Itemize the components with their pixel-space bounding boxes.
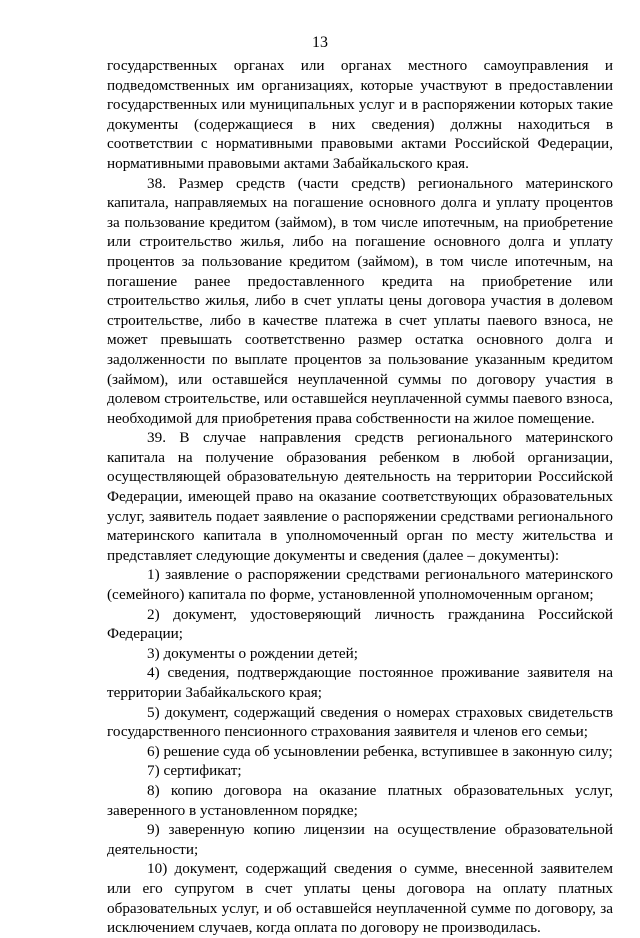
list-item-7: 7) сертификат; bbox=[147, 762, 242, 780]
list-item-9: 9) заверенную копию лицензии на осуществление образовательной деятельности; bbox=[107, 821, 613, 858]
list-item-6: 6) решение суда об усыновлении ребенка, вступившее в законную силу; bbox=[147, 742, 613, 760]
list-item-1: 1) заявление о распоряжении средствами регионального материнского (семейного) капитала по форме, установленной уполномоченным органом; bbox=[107, 566, 613, 604]
list-item-4: 4) сведения, подтверждающие постоянное проживание заявителя на территории Забайкальского края; bbox=[107, 664, 613, 701]
paragraph-continuation: государственных органах или органах местного самоуправления и подведомственных им организациях, которые участвуют в предоставлении государственных или муниципальных услуг и в распоряжении которых такие документы (содержащиеся в них сведения) должны находиться в соответствии с нормативными правовыми актами Российской Федерации, нормативными правовыми актами Забайкальского края. bbox=[107, 57, 613, 172]
list-item-5: 5) документ, содержащий сведения о номерах страховых свидетельств государственного пенсионного страхования заявителя и членов его семьи; bbox=[107, 703, 613, 741]
document-body bbox=[107, 56, 613, 938]
list-item-8: 8) копию договора на оказание платных образовательных услуг, заверенного в установленном порядке; bbox=[107, 781, 613, 819]
paragraph-item-38: 38. Размер средств (части средств) регионального материнского капитала, направляемых на погашение основного долга и уплату процентов за пользование кредитом (займом), в том числе ипотечным, на приобретение или строительство жилья, либо на погашение основного долга и уплату процентов за пользование кредитом (займом), в том числе ипотечным, на погашение ранее предоставленного кредита на приобретение или строительство жилья, либо в счет уплаты цены договора участия в долевом строительстве, либо в качестве платежа в счет уплаты паевого взноса, не может превышать соответственно размер остатка основного долга и задолженности по выплате процентов за пользование указанным кредитом (займом), или оставшейся неуплаченной суммы по договору участия в долевом строительстве, или оставшейся неуплаченной суммы паевого взноса, необходимой для приобретения права собственности на жилое помещение. bbox=[107, 174, 613, 427]
paragraph-item-39: 39. В случае направления средств регионального материнского капитала на получение образования ребенком в любой организации, осуществляющей образовательную деятельность на территории Российской Федерации, имеющей право на оказание соответствующих образовательных услуг, заявитель подает заявление о распоряжении средствами регионального материнского капитала в уполномоченный орган по месту жительства и представляет следующие документы и сведения (далее – документы): bbox=[107, 429, 613, 564]
list-item-10: 10) документ, содержащий сведения о сумме, внесенной заявителем или его супругом в счет уплаты цены договора на оплату платных образовательных услуг, и об оставшейся неуплаченной сумме по договору, за исключением случаев, когда оплата по договору не производилась. bbox=[107, 860, 613, 937]
page-number: 13 bbox=[312, 34, 328, 51]
list-item-3: 3) документы о рождении детей; bbox=[147, 644, 358, 662]
list-item-2: 2) документ, удостоверяющий личность гражданина Российской Федерации; bbox=[107, 605, 613, 643]
